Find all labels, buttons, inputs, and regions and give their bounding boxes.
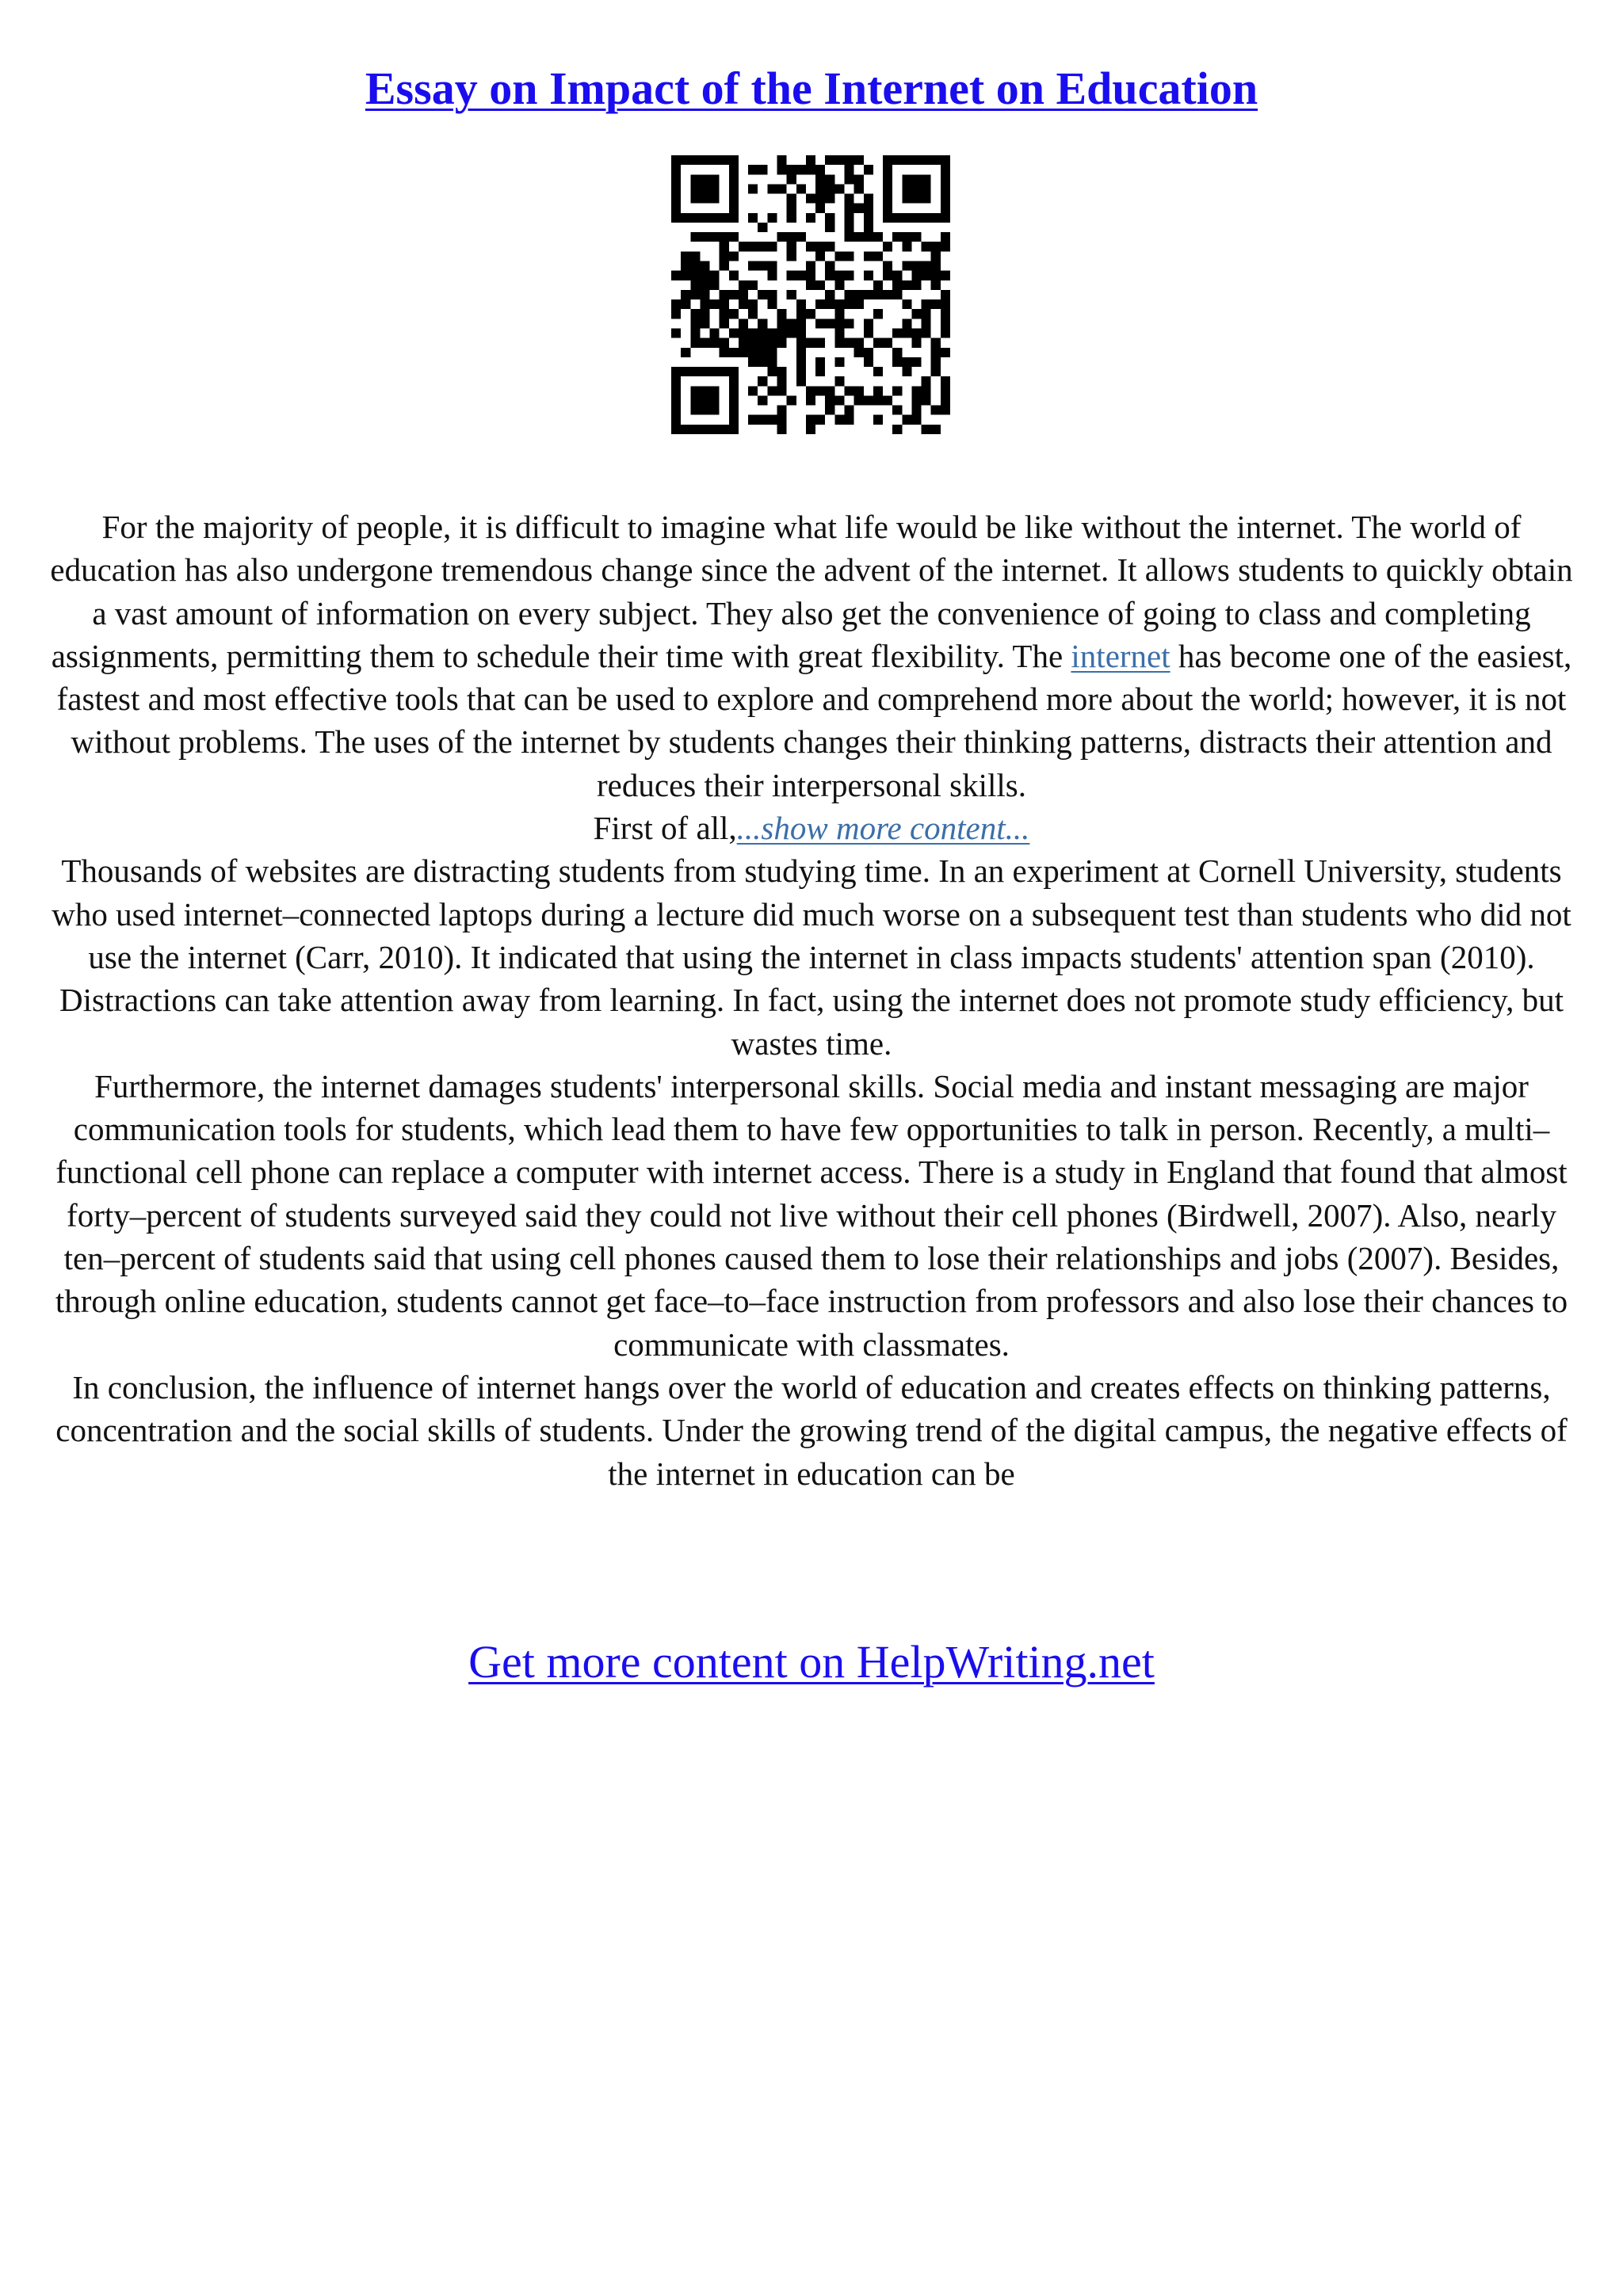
internet-link[interactable]: internet xyxy=(1071,637,1170,674)
paragraph-distractions: Thousands of websites are distracting students from studying time. In an experiment at Cornell University, students who used internet–connected laptops during a lecture did much worse on a subsequent test than students who did not use the internet (Carr, 2010). It indicated that using the internet in class impacts students' attention span (2010). Distractions can take attention away from learning. In fact, using the internet does not promote study efficiency, but wastes time. xyxy=(52,852,1571,1062)
page-title xyxy=(0,57,1623,120)
first-of-all-text: First of all, xyxy=(593,810,737,847)
paragraph-conclusion: In conclusion, the influence of internet hangs over the world of education and creates effects on thinking patterns, concentration and the social skills of students. Under the growing trend of the digital campus, the negative effects of the internet in education can be xyxy=(55,1368,1568,1492)
paragraph-first-of-all xyxy=(48,807,1575,849)
show-more-link[interactable]: ...show more content... xyxy=(736,810,1030,847)
paragraph-intro-text-b: has become one of the easiest, fastest and most effective tools that can be used to explore and comprehend more about the world; however, it is not without problems. The uses of the internet by students changes their thinking patterns, distracts their attention and reduces their interpersonal skills. xyxy=(56,637,1572,803)
footer xyxy=(0,1630,1623,1694)
title-link[interactable]: Essay on Impact of the Internet on Education xyxy=(365,63,1258,114)
helpwriting-link[interactable]: Get more content on HelpWriting.net xyxy=(468,1636,1155,1688)
paragraph-intro xyxy=(48,505,1575,807)
paragraph-interpersonal: Furthermore, the internet damages students' interpersonal skills. Social media and instant messaging are major communication tools for students, which lead them to have few opportunities to talk in person. Recently, a multi–functional cell phone can replace a computer with internet access. There is a study in England that found that almost forty–percent of students surveyed said they could not live without their cell phones (Birdwell, 2007). Also, nearly ten–percent of students said that using cell phones caused them to lose their relationships and jobs (2007). Besides, through online education, students cannot get face–to–face instruction from professors and also lose their chances to communicate with classmates. xyxy=(55,1067,1568,1363)
essay-body xyxy=(48,505,1575,1495)
qr-code-icon xyxy=(671,155,950,434)
paragraph-intro-text-a: For the majority of people, it is difficult to imagine what life would be like without the internet. The world of education has also undergone tremendous change since the advent of the internet. It allows students to quickly obtain a vast amount of information on every subject. They also get the convenience of going to class and completing assignments, permitting them to schedule their time with great flexibility. The xyxy=(50,509,1573,674)
